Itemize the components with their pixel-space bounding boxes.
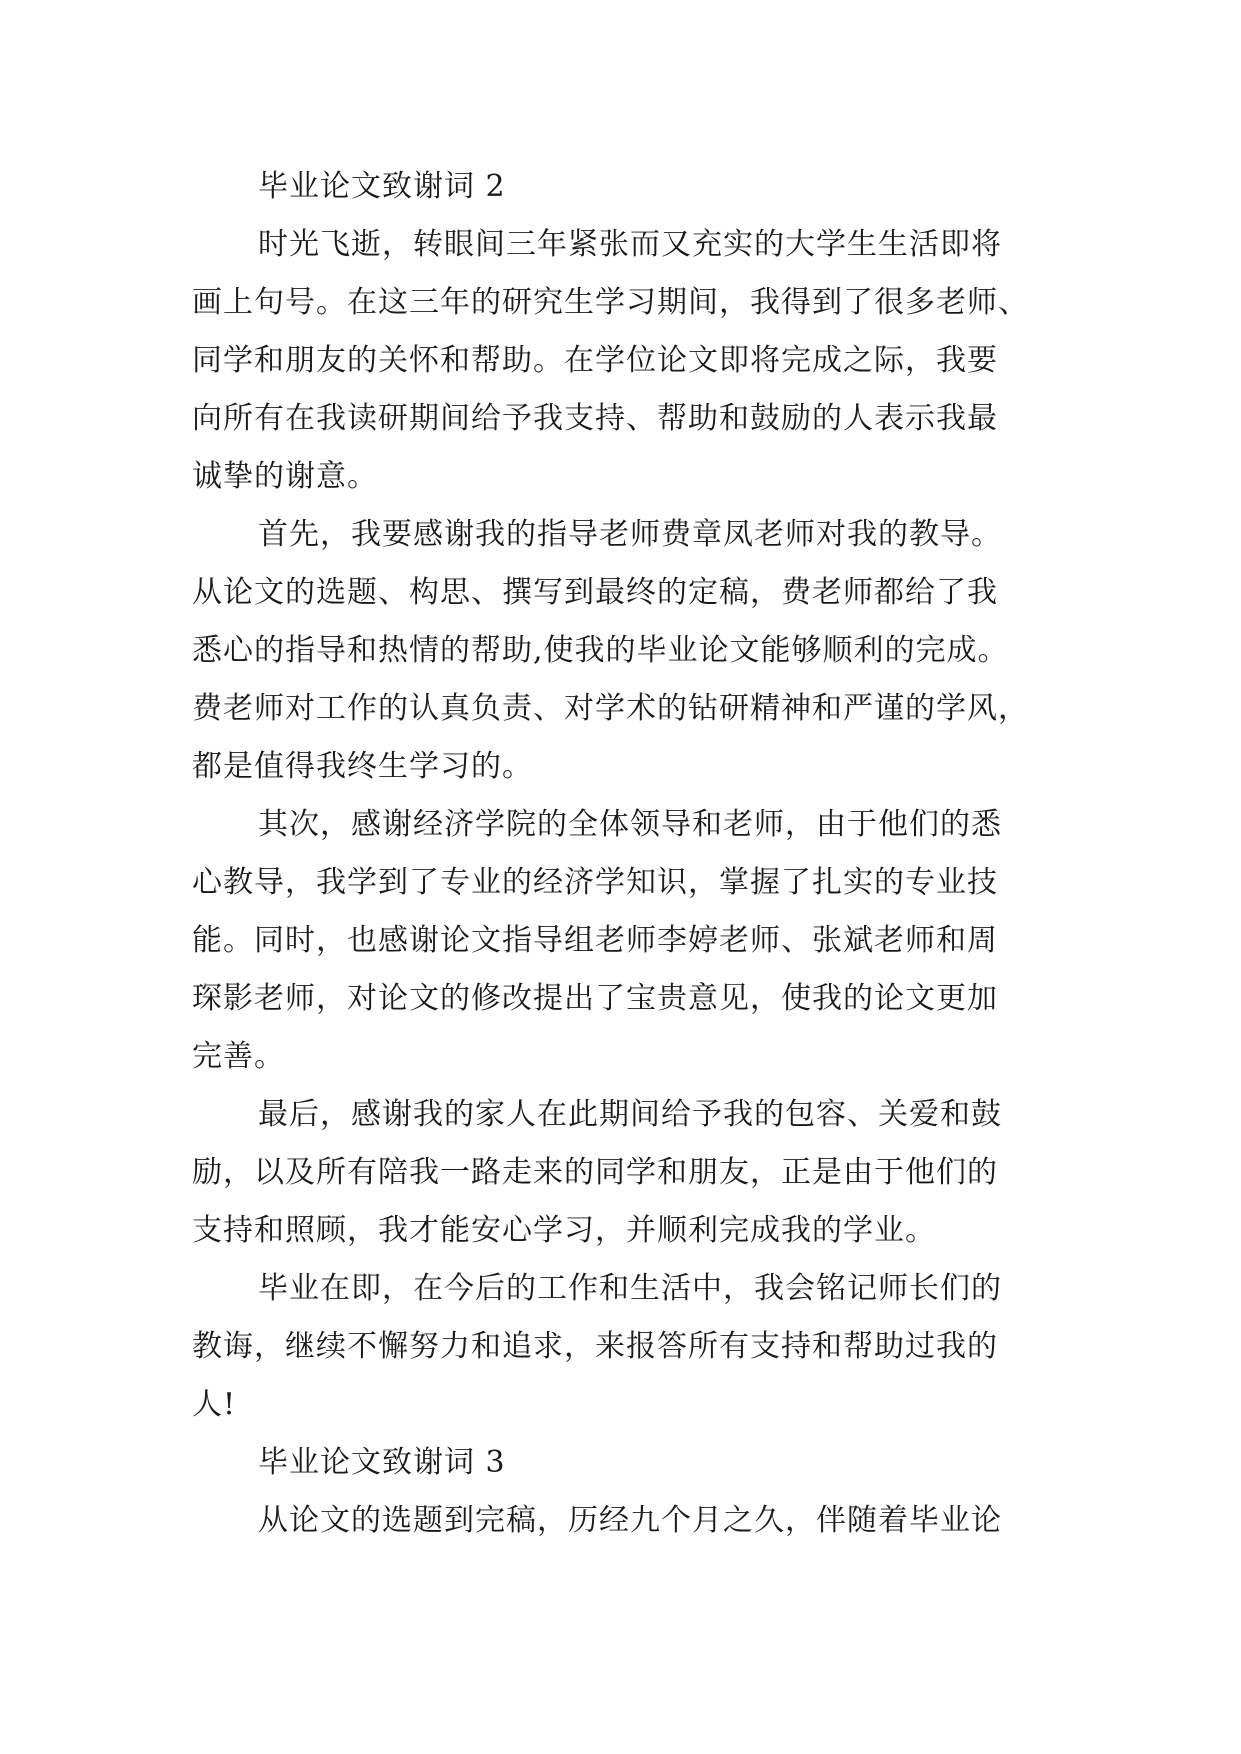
paragraph-line: 向所有在我读研期间给予我支持、帮助和鼓励的人表示我最 bbox=[192, 401, 998, 436]
paragraph-line: 首先，我要感谢我的指导老师费章凤老师对我的教导。 bbox=[258, 517, 1002, 552]
paragraph-line: 同学和朋友的关怀和帮助。在学位论文即将完成之际，我要 bbox=[192, 343, 998, 378]
paragraph-line: 诚挚的谢意。 bbox=[192, 459, 378, 494]
paragraph-line: 从论文的选题、构思、撰写到最终的定稿，费老师都给了我 bbox=[192, 575, 998, 610]
section-heading-3: 毕业论文致谢词 3 bbox=[258, 1445, 506, 1480]
paragraph-line: 费老师对工作的认真负责、对学术的钻研精神和严谨的学风， bbox=[192, 691, 1029, 726]
paragraph-line: 都是值得我终生学习的。 bbox=[192, 749, 533, 784]
paragraph-line: 时光飞逝，转眼间三年紧张而又充实的大学生生活即将 bbox=[258, 227, 1002, 262]
paragraph-line: 人! bbox=[192, 1387, 237, 1422]
paragraph-line: 其次，感谢经济学院的全体领导和老师，由于他们的悉 bbox=[258, 807, 1002, 842]
paragraph-line: 励，以及所有陪我一路走来的同学和朋友，正是由于他们的 bbox=[192, 1155, 998, 1190]
document-body bbox=[192, 158, 1072, 1550]
paragraph-line: 最后，感谢我的家人在此期间给予我的包容、关爱和鼓 bbox=[258, 1097, 1002, 1132]
paragraph-line: 教诲，继续不懈努力和追求，来报答所有支持和帮助过我的 bbox=[192, 1329, 998, 1364]
paragraph-line: 支持和照顾，我才能安心学习，并顺利完成我的学业。 bbox=[192, 1213, 936, 1248]
section-heading-2: 毕业论文致谢词 2 bbox=[258, 169, 506, 204]
paragraph-line: 从论文的选题到完稿，历经九个月之久，伴随着毕业论 bbox=[258, 1503, 1002, 1538]
paragraph-line: 琛影老师，对论文的修改提出了宝贵意见，使我的论文更加 bbox=[192, 981, 998, 1016]
paragraph-line: 悉心的指导和热情的帮助,使我的毕业论文能够顺利的完成。 bbox=[192, 633, 1009, 668]
paragraph-line: 能。同时，也感谢论文指导组老师李婷老师、张斌老师和周 bbox=[192, 923, 998, 958]
paragraph-line: 完善。 bbox=[192, 1039, 285, 1074]
paragraph-line: 毕业在即，在今后的工作和生活中，我会铭记师长们的 bbox=[258, 1271, 1002, 1306]
paragraph-line: 画上句号。在这三年的研究生学习期间，我得到了很多老师、 bbox=[192, 285, 1029, 320]
paragraph-line: 心教导，我学到了专业的经济学知识，掌握了扎实的专业技 bbox=[192, 865, 998, 900]
